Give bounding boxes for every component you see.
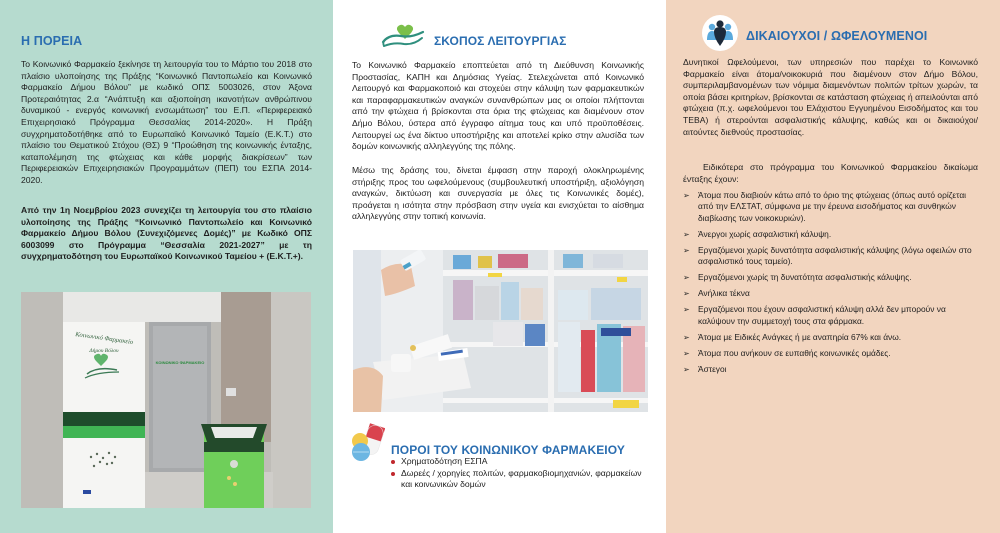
pharmacy-entrance-photo	[21, 292, 311, 508]
beneficiary-item: ➢ Άνεργοι χωρίς ασφαλιστική κάλυψη.	[683, 229, 983, 240]
resources-title: ΠΟΡΟΙ ΤΟΥ ΚΟΙΝΩΝΙΚΟΥ ΦΑΡΜΑΚΕΙΟΥ	[391, 442, 625, 457]
purpose-paragraph-2: Μέσω της δράσης του, δίνεται έμφαση στην παροχή ολοκληρωμένης στήριξης προς του ωφελούμενους (συμβουλευτική υποστήριξη, αξιολόγηση αναγκών, δικτύωση και συνεργασία με όλες τις Κοινωνικές δομές), προάγεται η ισότητα στην πρόσβαση στην υγεία και ενισχύεται το αίσθημα αλληλεγγύης στην τοπική κοινωνία.	[352, 165, 644, 222]
pharmacy-photo-illustration	[353, 250, 648, 412]
resources-list	[390, 456, 650, 491]
history-paragraph-2: Από την 1η Νοεμβρίου 2023 συνεχίζει τη λειτουργία του στο πλαίσιο υλοποίησης της Πράξης “Κοινωνικό Παντοπωλείο και Κοινωνικό Φαρμακείο Δήμου Βόλου (Συνεχιζόμενες Δομές)” με Κωδικό ΟΠΣ 6003099 στο Πρόγραμμα “Θεσσαλία 2021-2027” με τη συγχρηματοδότηση του Ευρωπαϊκού Κοινωνικού Ταμείου + (Ε.Κ.Τ.+).	[21, 205, 312, 262]
svg-text:ΚΟΙΝΩΝΙΚΟ ΦΑΡΜΑΚΕΙΟ: ΚΟΙΝΩΝΙΚΟ ΦΑΡΜΑΚΕΙΟ	[155, 360, 205, 365]
beneficiary-item: ➢ Άτομα που διαβιούν κάτω από το όριο της φτώχειας (όπως αυτό ορίζεται από την ΕΛΣΤΑΤ, σύμφωνα με την έρευνα εισοδήματος και συνθηκών διαβίωσης των νοικοκυριών).	[683, 190, 983, 224]
people-group-icon	[702, 15, 738, 51]
svg-text:Δήμου Βόλου: Δήμου Βόλου	[89, 348, 119, 354]
history-title: Η ΠΟΡΕΙΑ	[21, 34, 83, 48]
left-panel-history	[0, 0, 333, 533]
beneficiary-item: ➢ Εργαζόμενοι που έχουν ασφαλιστική κάλυψη αλλά δεν μπορούν να καλύψουν την συμμετοχή τους στα φάρμακα.	[683, 304, 983, 327]
beneficiaries-list	[683, 190, 983, 380]
heart-hand-icon	[380, 22, 426, 55]
purpose-title: ΣΚΟΠΟΣ ΛΕΙΤΟΥΡΓΙΑΣ	[434, 33, 567, 48]
beneficiaries-paragraph-1: Δυνητικοί Ωφελούμενοι, των υπηρεσιών που παρέχει το Κοινωνικό Φαρμακείο είναι άτομα/νοικοκυριά που διαμένουν στον Δήμο Βόλου, συμπεριλαμβανομένων των νόμιμα διαμενόντων πολιτών τρίτων χωρών, τα οποία βάσει κριτηρίων, βρίσκονται σε κατάσταση φτώχειας ή απειλούνται από φτώχεια (π.χ. ωφελούμενοι του Ελάχιστου Εγγυημένου Εισοδήματος και του ΤΕΒΑ) ή στερούνται ασφαλιστικής κάλυψης, καθώς και οι δικαιούχοι/ αιτούντες διεθνούς προστασίας.	[683, 57, 978, 137]
beneficiary-item: ➢ Άτομα με Ειδικές Ανάγκες ή με αναπηρία 67% και άνω.	[683, 332, 983, 343]
entrance-photo-illustration	[21, 292, 311, 508]
purpose-paragraph-1: Το Κοινωνικό Φαρμακείο εποπτεύεται από τη Διεύθυνση Κοινωνικής Προστασίας, ΚΑΠΗ και Δημόσιας Υγείας. Στελεχώνεται από Κοινωνικό Λειτουργό και Φαρμακοποιό και στοχεύει στην κάλυψη των φαρμακευτικών και παραφαρμακευτικών αναγκών συνανθρώπων μας οι οποίοι πλήττονται από την φτώχεια ή βρίσκονται στα όρια της φτώχειας και διαμένουν στον Δήμο Βόλου, ύστερα από έγγραφο αίτημα τους και υπό προϋποθέσεις. Λειτουργεί ως ένα δίκτυο υποστήριξης και αποτελεί κρίκο στην αλυσίδα των δομών κοινωνικής αλληλεγγύης της πόλης.	[352, 60, 644, 152]
beneficiary-item: ➢ Εργαζόμενοι χωρίς δυνατότητα ασφαλιστικής κάλυψης (λόγω οφειλών στο ασφαλιστικό τους ταμείο).	[683, 245, 983, 268]
beneficiary-item: ➢ Άτομα που ανήκουν σε ευπαθής κοινωνικές ομάδες.	[683, 348, 983, 359]
svg-text:Κοινωνικό Φαρμακείο: Κοινωνικό Φαρμακείο	[74, 330, 134, 347]
beneficiary-item: ➢ Εργαζόμενοι χωρίς τη δυνατότητα ασφαλιστικής κάλυψης.	[683, 272, 983, 283]
beneficiaries-title: ΔΙΚΑΙΟΥΧΟΙ / ΩΦΕΛΟΥΜΕΝΟΙ	[746, 29, 928, 43]
beneficiary-item: ➢ Ανήλικα τέκνα	[683, 288, 983, 299]
beneficiary-item: ➢ Άστεγοι	[683, 364, 983, 375]
resource-item: Δωρεές / χορηγίες πολιτών, φαρμακοβιομηχανιών, φαρμακείων και κοινωνικών δομών	[390, 468, 650, 491]
beneficiaries-paragraph-2: Ειδικότερα στο πρόγραμμα του Κοινωνικού Φαρμακείου δικαίωμα ένταξης έχουν:	[683, 162, 978, 184]
pills-icon	[349, 423, 385, 468]
purpose-header	[380, 22, 566, 55]
history-paragraph-1: Το Κοινωνικό Φαρμακείο ξεκίνησε τη λειτουργία του το Μάρτιο του 2018 στο πλαίσιο υλοποίησης της Πράξης “Κοινωνικό Παντοπωλείο και Κοινωνικό Φαρμακείο Δήμου Βόλου” με κωδικό ΟΠΣ 5003026, στον Άξονα Προτεραιότητας 2.α “Ανάπτυξη και αξιοποίηση ικανοτήτων ανθρώπινου δυναμικού - ενεργός κοινωνική ενσωμάτωση” του Ε.Π. «Περιφερειακό Επιχειρησιακό Πρόγραμμα Θεσσαλίας 2014-2020». Η Πράξη συγχρηματοδοτήθηκε από το Ευρωπαϊκό Κοινωνικό Ταμείο (Ε.Κ.Τ.) στο πλαίσιο του Θεματικού Στόχου (ΘΣ) 9 “Προώθηση της κοινωνικής ένταξης, καταπολέμηση της φτώχειας και κάθε μορφής διακρίσεων” των Περιφερειακών Επιχειρησιακών Προγραμμάτων (ΠΕΠ) του ΕΣΠΑ 2014-2020.	[21, 59, 312, 185]
pharmacy-shelves-photo	[353, 250, 648, 412]
beneficiaries-header	[702, 15, 927, 51]
resource-item: Χρηματοδότηση ΕΣΠΑ	[390, 456, 650, 468]
